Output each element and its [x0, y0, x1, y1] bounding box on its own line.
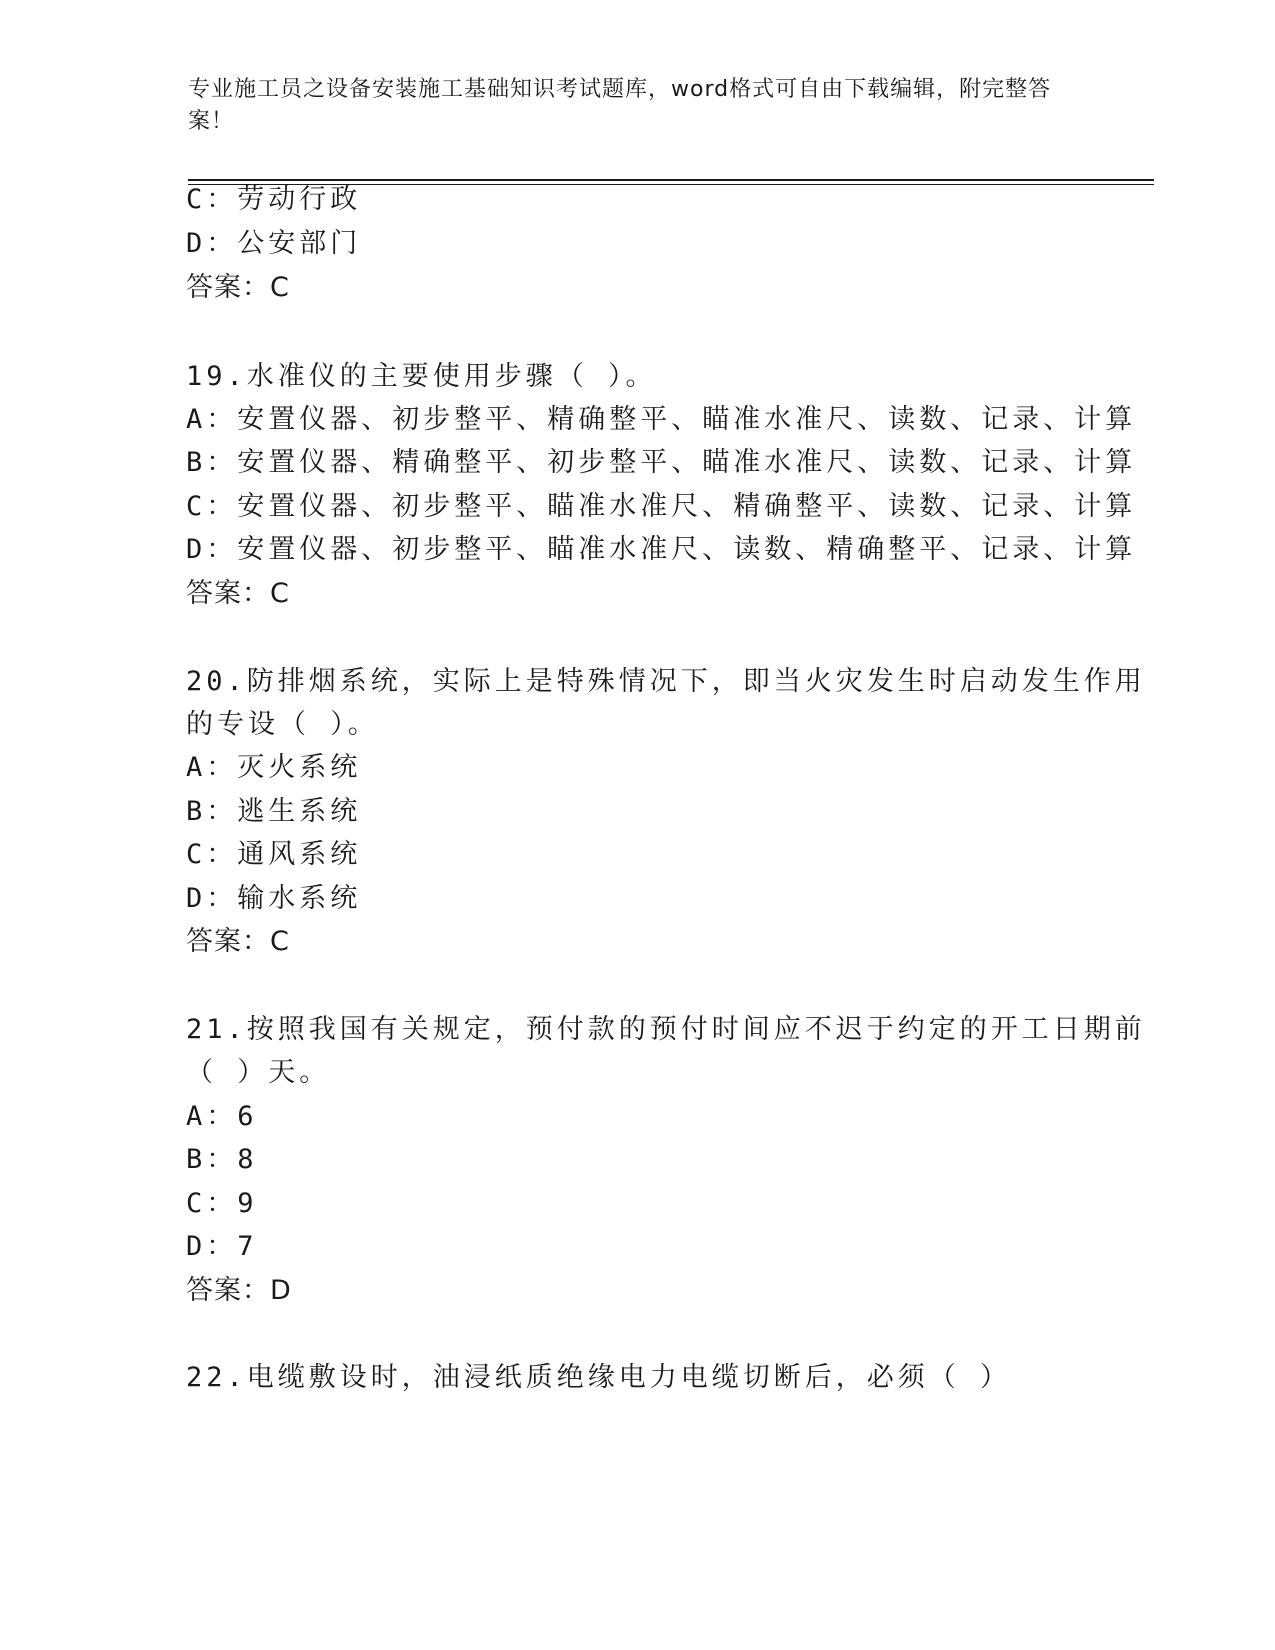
option-line: D：安置仪器、初步整平、瞄准水准尺、读数、精确整平、记录、计算 [186, 534, 1137, 565]
option-line: C：通风系统 [186, 839, 362, 870]
option-line: C：安置仪器、初步整平、瞄准水准尺、精确整平、读数、记录、计算 [186, 491, 1137, 522]
option-line: D：输水系统 [186, 883, 362, 914]
answer-line: 答案：D [186, 1275, 292, 1306]
question-stem: 20.防排烟系统，实际上是特殊情况下，即当火灾发生时启动发生作用 [186, 666, 1146, 697]
option-line: C：劳动行政 [186, 184, 362, 215]
option-line: A：6 [186, 1101, 258, 1132]
option-line: B：安置仪器、精确整平、初步整平、瞄准水准尺、读数、记录、计算 [186, 447, 1137, 478]
option-line: B：逃生系统 [186, 796, 362, 827]
question-stem: 21.按照我国有关规定，预付款的预付时间应不迟于约定的开工日期前 [186, 1014, 1146, 1045]
answer-line: 答案：C [186, 578, 290, 609]
question-stem: 22.电缆敷设时，油浸纸质绝缘电力电缆切断后，必须（ ） [186, 1362, 1012, 1393]
question-stem-continued: （ ）天。 [186, 1057, 331, 1088]
option-line: D：公安部门 [186, 228, 362, 259]
header-rule-thick [188, 179, 1154, 181]
answer-line: 答案：C [186, 926, 290, 957]
option-line: B：8 [186, 1144, 258, 1175]
option-line: A：安置仪器、初步整平、精确整平、瞄准水准尺、读数、记录、计算 [186, 404, 1137, 435]
answer-line: 答案：C [186, 272, 290, 303]
option-line: D：7 [186, 1231, 258, 1262]
question-stem: 19.水准仪的主要使用步骤（ ）。 [186, 361, 657, 392]
question-stem-continued: 的专设（ ）。 [186, 709, 379, 740]
option-line: C：9 [186, 1188, 258, 1219]
document-header: 专业施工员之设备安装施工基础知识考试题库，word格式可自由下载编辑，附完整答案！ [188, 77, 1052, 134]
option-line: A：灭火系统 [186, 752, 362, 783]
